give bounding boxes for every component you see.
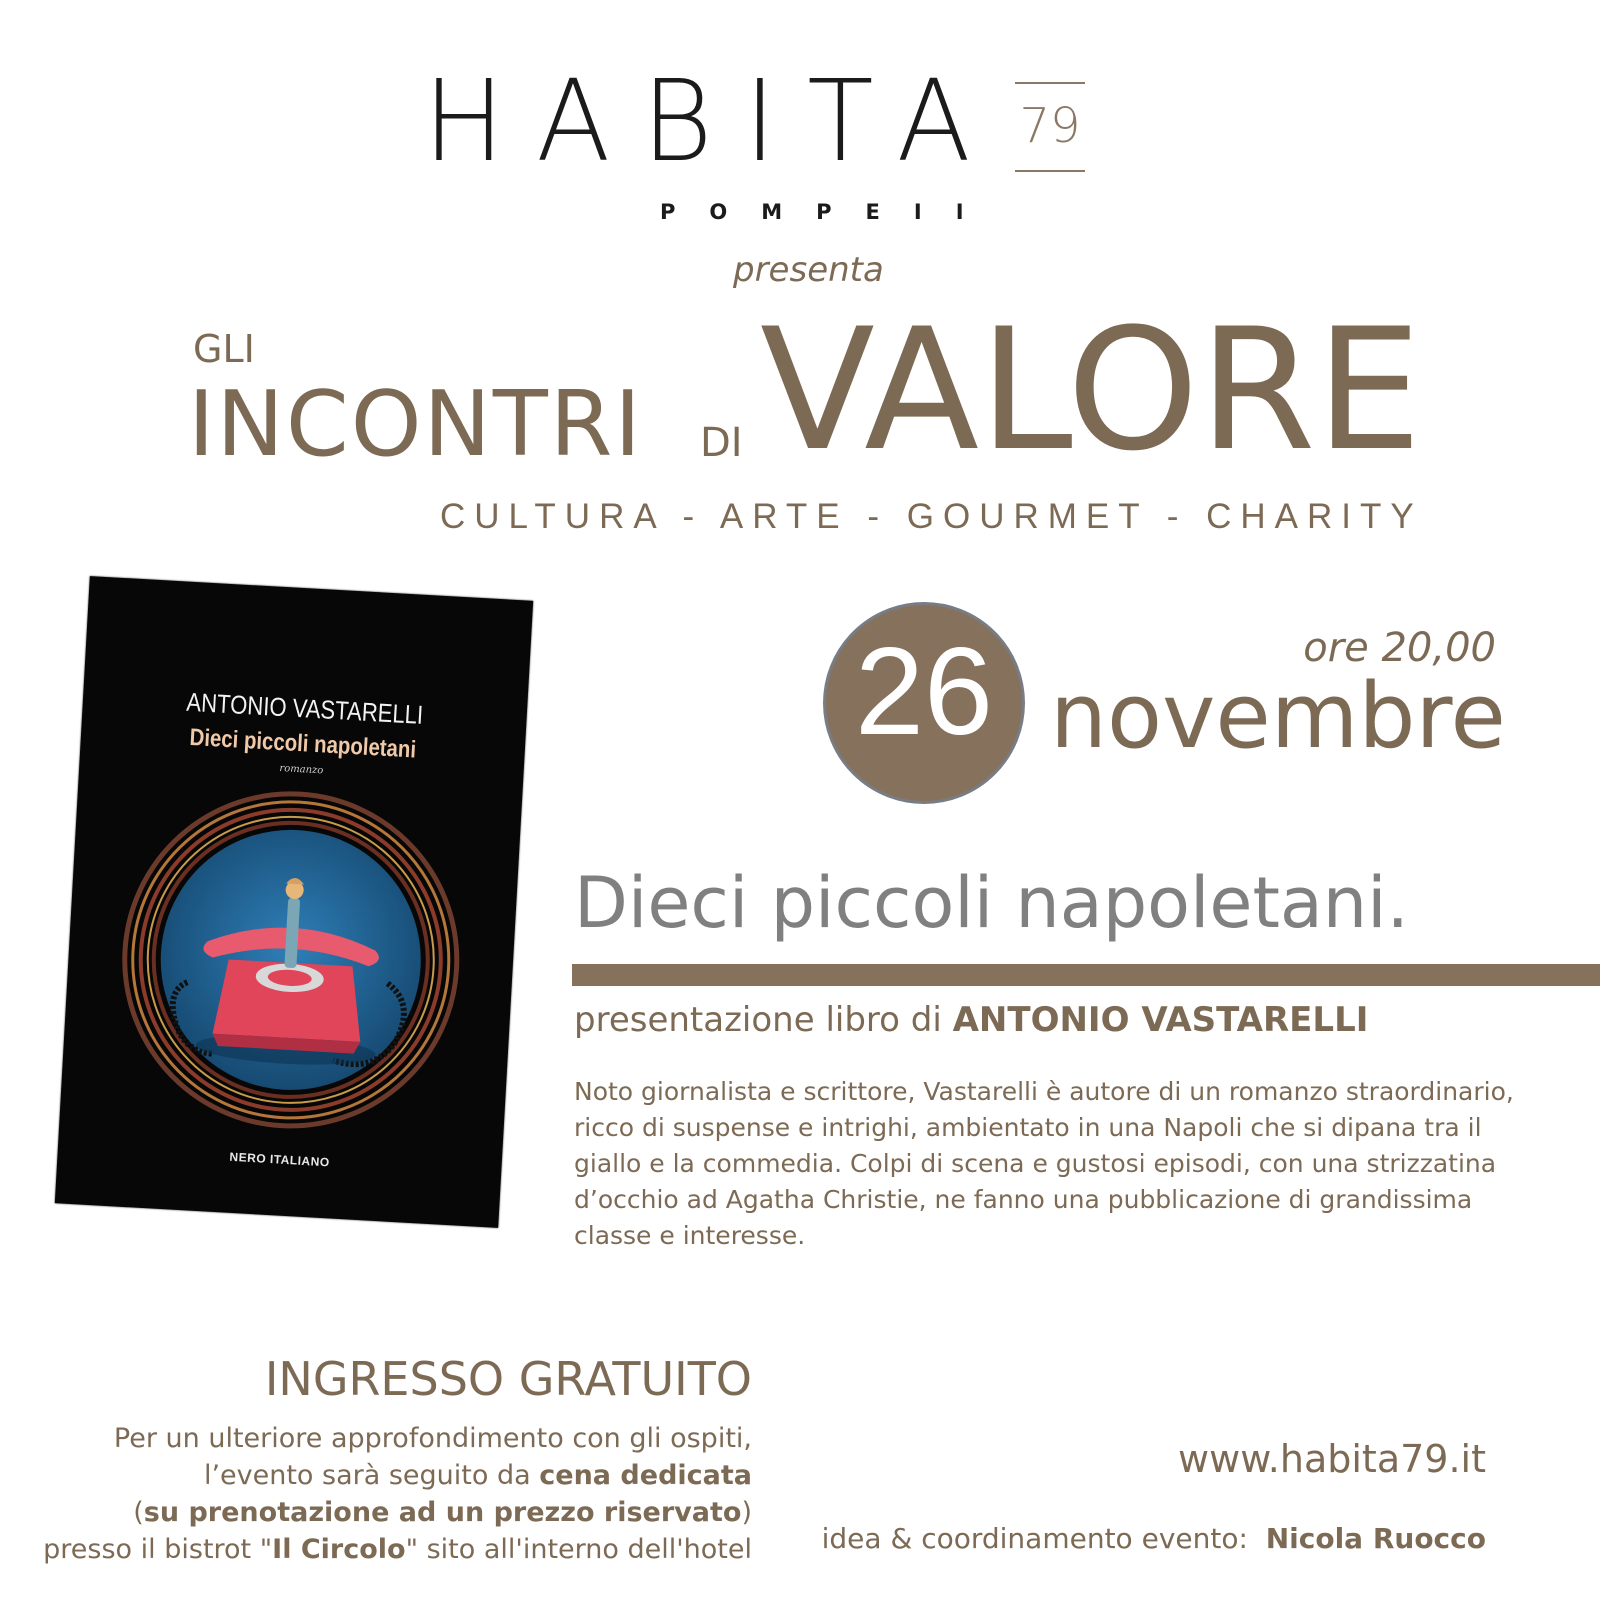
series-title-di: DI (700, 420, 743, 466)
book-subtitle (574, 1000, 1368, 1040)
intro-text: presenta (733, 250, 884, 290)
book-cover (55, 576, 533, 1228)
logo-wordmark: HABITA (423, 55, 1003, 187)
date-month: novembre (1050, 664, 1506, 769)
entry-note-line3: (su prenotazione ad un prezzo riservato) (133, 1497, 752, 1528)
subtitle-author: ANTONIO VASTARELLI (952, 1000, 1369, 1040)
website-link[interactable]: www.habita79.it (1178, 1437, 1486, 1481)
credit-label: idea & coordinamento evento: (821, 1522, 1248, 1555)
subtitle-prefix: presentazione libro di (574, 1000, 942, 1040)
series-title-valore: VALORE (760, 292, 1422, 488)
book-heading: Dieci piccoli napoletani. (574, 862, 1409, 944)
entry-note-line1: Per un ulteriore approfondimento con gli ospiti, (113, 1423, 752, 1454)
logo-number: 79 (1015, 82, 1085, 172)
book-cover-genre: romanzo (279, 762, 324, 777)
entry-note-line4: presso il bistrot "Il Circolo" sito all'interno dell'hotel (43, 1534, 752, 1565)
book-cover-title: Dieci piccoli napoletani (188, 723, 417, 764)
series-tagline: CULTURA - ARTE - GOURMET - CHARITY (440, 497, 1423, 536)
book-description: Noto giornalista e scrittore, Vastarelli è autore di un romanzo straordinario, ricco di suspense e intrighi, ambientato in una Napoli che si dipana tra il giallo e la commedia. Colpi di scena e gustosi episodi, con una strizzatina d’occhio ad Agatha Christie, ne fanno una pubblicazione di grandissima classe e interesse. (574, 1077, 1514, 1250)
series-title-gli: GLI (193, 327, 255, 371)
book-cover-author: ANTONIO VASTARELLI (185, 686, 424, 730)
divider-bar (572, 964, 1600, 986)
logo-location: POMPEII (660, 200, 998, 224)
entry-note-line2: l’evento sarà seguito da cena dedicata (203, 1460, 752, 1491)
event-credit (820, 1522, 1486, 1555)
entry-heading: INGRESSO GRATUITO (264, 1352, 752, 1406)
series-title-incontri: INCONTRI (188, 372, 643, 477)
event-time: ore 20,00 (1303, 625, 1496, 671)
date-day: 26 (855, 623, 993, 761)
credit-name: Nicola Ruocco (1265, 1522, 1486, 1555)
entry-note (20, 1420, 752, 1568)
book-cover-publisher: NERO ITALIANO (229, 1149, 331, 1170)
telephone-illustration (109, 779, 472, 1142)
